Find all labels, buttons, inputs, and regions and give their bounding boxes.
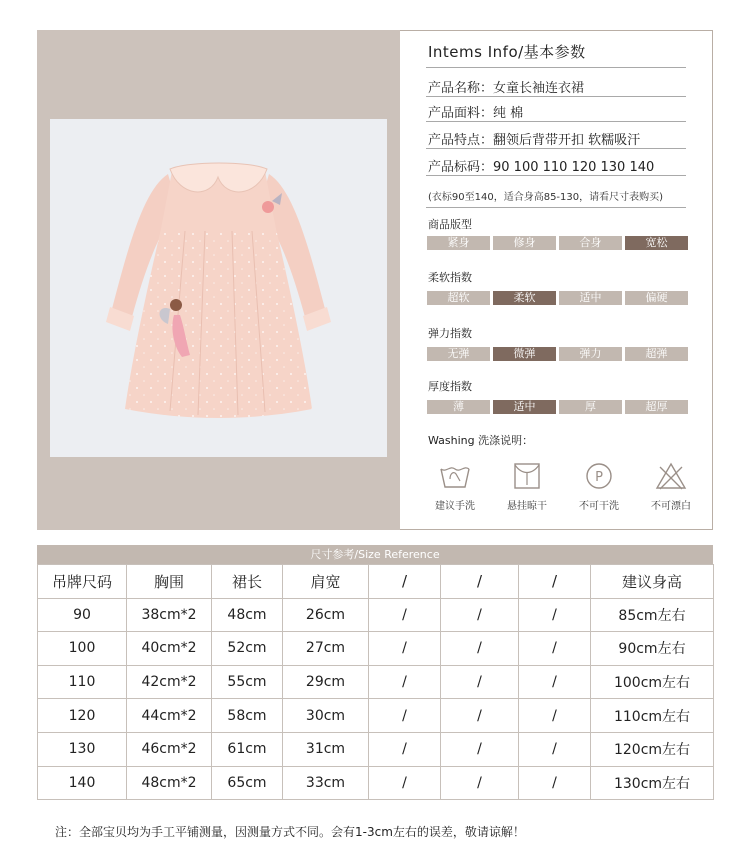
header-cell: /: [441, 565, 519, 599]
table-cell: /: [369, 766, 441, 800]
table-cell: /: [519, 632, 591, 666]
table-cell: 33cm: [283, 766, 369, 800]
wash-item: [426, 461, 484, 512]
table-cell: 26cm: [283, 598, 369, 632]
stretch-index-options: [427, 347, 688, 361]
size-table-header: [38, 565, 714, 599]
table-cell: 30cm: [283, 699, 369, 733]
stretch-option-selected: 微弹: [493, 347, 556, 361]
wash-item: [498, 461, 556, 512]
header-cell: /: [519, 565, 591, 599]
table-cell: 44cm*2: [127, 699, 212, 733]
measurement-note: 注：全部宝贝均为手工平铺测量，因测量方式不同。会有1-3cm左右的误差，敬请谅解！: [55, 825, 525, 839]
info-panel: [400, 30, 713, 530]
svg-text:P: P: [595, 470, 603, 485]
table-cell: 38cm*2: [127, 598, 212, 632]
wash-text: 不可干洗: [579, 501, 619, 512]
product-name: 产品名称：女童长袖连衣裙: [428, 81, 585, 96]
wash-text: 建议手洗: [435, 501, 475, 512]
table-cell: /: [519, 598, 591, 632]
table-row: [38, 766, 714, 800]
table-cell: 90: [38, 598, 127, 632]
stretch-option: 无弹: [427, 347, 490, 361]
header-cell: 建议身高: [591, 565, 714, 599]
header-cell: 胸围: [127, 565, 212, 599]
washing-label: Washing 洗涤说明：: [428, 434, 534, 447]
header-cell: 肩宽: [283, 565, 369, 599]
table-cell: /: [441, 699, 519, 733]
table-cell: 29cm: [283, 665, 369, 699]
divider: [426, 67, 686, 68]
wash-item: [570, 461, 628, 512]
table-cell: 48cm: [212, 598, 283, 632]
table-cell: /: [441, 632, 519, 666]
hand-wash-icon: [438, 461, 472, 491]
divider: [426, 148, 686, 149]
info-title: Intems Info/基本参数: [428, 43, 586, 61]
size-table-title: 尺寸参考/Size Reference: [37, 545, 713, 564]
table-cell: 55cm: [212, 665, 283, 699]
thickness-index-options: [427, 400, 688, 414]
table-cell: /: [369, 699, 441, 733]
table-cell: 42cm*2: [127, 665, 212, 699]
table-cell: /: [519, 699, 591, 733]
softness-option: 超软: [427, 291, 490, 305]
softness-option: 偏硬: [625, 291, 688, 305]
product-photo: [50, 119, 387, 457]
table-cell: 100cm左右: [591, 665, 714, 699]
table-cell: 65cm: [212, 766, 283, 800]
table-cell: /: [441, 665, 519, 699]
line-dry-icon: [510, 461, 544, 491]
table-cell: /: [519, 766, 591, 800]
size-note: (衣标90至140，适合身高85-130，请看尺寸表购买): [428, 192, 664, 203]
softness-option-selected: 柔软: [493, 291, 556, 305]
table-cell: /: [441, 732, 519, 766]
fit-option: 修身: [493, 236, 556, 250]
stretch-option: 弹力: [559, 347, 622, 361]
wash-text: 不可漂白: [651, 501, 691, 512]
thickness-option: 超厚: [625, 400, 688, 414]
table-cell: 46cm*2: [127, 732, 212, 766]
thickness-index-label: 厚度指数: [428, 380, 472, 393]
header-cell: 裙长: [212, 565, 283, 599]
table-cell: 27cm: [283, 632, 369, 666]
product-sizes: 产品标码：90 100 110 120 130 140: [428, 160, 655, 175]
header-cell: 吊牌尺码: [38, 565, 127, 599]
table-cell: 110cm左右: [591, 699, 714, 733]
product-top-section: [37, 30, 713, 530]
fit-option-selected: 宽松: [625, 236, 688, 250]
table-cell: 58cm: [212, 699, 283, 733]
table-cell: /: [369, 598, 441, 632]
table-cell: 40cm*2: [127, 632, 212, 666]
softness-option: 适中: [559, 291, 622, 305]
table-row: [38, 665, 714, 699]
table-cell: 110: [38, 665, 127, 699]
table-cell: /: [441, 766, 519, 800]
softness-index-options: [427, 291, 688, 305]
table-cell: 31cm: [283, 732, 369, 766]
table-row: [38, 699, 714, 733]
table-row: [38, 732, 714, 766]
table-cell: 120cm左右: [591, 732, 714, 766]
divider: [426, 207, 686, 208]
table-cell: 130: [38, 732, 127, 766]
thickness-option: 厚: [559, 400, 622, 414]
table-cell: /: [369, 732, 441, 766]
table-cell: 85cm左右: [591, 598, 714, 632]
dress-image: [50, 119, 387, 457]
table-row: [38, 632, 714, 666]
table-cell: 61cm: [212, 732, 283, 766]
table-cell: 120: [38, 699, 127, 733]
fit-index-options: [427, 236, 688, 250]
wash-item: [642, 461, 700, 512]
table-cell: /: [519, 665, 591, 699]
size-table: [37, 564, 714, 800]
table-cell: 90cm左右: [591, 632, 714, 666]
table-cell: 100: [38, 632, 127, 666]
no-bleach-icon: [654, 461, 688, 491]
photo-panel: [37, 30, 400, 530]
no-dry-clean-icon: [582, 461, 616, 491]
divider: [426, 96, 686, 97]
fit-option: 合身: [559, 236, 622, 250]
wash-text: 悬挂晾干: [507, 501, 547, 512]
thickness-option: 薄: [427, 400, 490, 414]
thickness-option-selected: 适中: [493, 400, 556, 414]
table-cell: /: [519, 732, 591, 766]
table-cell: 48cm*2: [127, 766, 212, 800]
softness-index-label: 柔软指数: [428, 271, 472, 284]
product-features: 产品特点：翻领后背带开扣 软糯吸汗: [428, 133, 641, 148]
washing-icons: [426, 461, 700, 512]
divider: [426, 121, 686, 122]
header-cell: /: [369, 565, 441, 599]
table-cell: /: [441, 598, 519, 632]
fit-index-label: 商品版型: [428, 218, 472, 231]
table-cell: 52cm: [212, 632, 283, 666]
fit-option: 紧身: [427, 236, 490, 250]
table-cell: /: [369, 665, 441, 699]
table-cell: 140: [38, 766, 127, 800]
table-cell: 130cm左右: [591, 766, 714, 800]
product-fabric: 产品面料：纯 棉: [428, 106, 524, 121]
divider: [426, 175, 686, 176]
table-cell: /: [369, 632, 441, 666]
stretch-option: 超弹: [625, 347, 688, 361]
table-row: [38, 598, 714, 632]
stretch-index-label: 弹力指数: [428, 327, 472, 340]
